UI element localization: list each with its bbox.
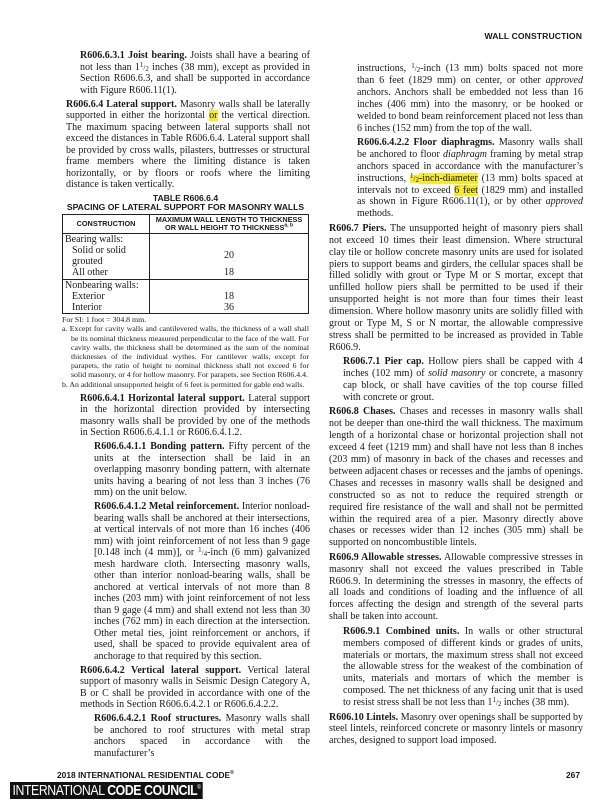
defined-term: approved [545,74,583,86]
lateral-support-table [62,214,309,314]
section-heading: R606.6.4.1.2 Metal reinforcement. [94,501,240,513]
row-name: Interior [63,302,150,314]
section-heading: R606.6.4.2 Vertical lateral support. [80,664,242,676]
fraction-numerator: 1 [492,696,496,705]
table-row [63,291,309,302]
registered-mark: ® [230,770,234,777]
section-heading: R606.6.4.1.1 Bonding pattern. [94,441,225,453]
section-heading: R606.7 Piers. [329,222,387,234]
body-text: Masonry over openings shall be supported by steel lintels, reinforced concrete or masonry lintels or masonry arches, designed to support load imposed. [329,711,583,747]
row-value: 18 [150,291,309,302]
fraction-numerator: 1 [198,546,202,555]
group-label: Bearing walls: [63,233,150,245]
code-section-paragraph [94,441,310,499]
section-heading: R606.8 Chases. [329,406,396,418]
table-row [63,245,309,267]
fraction-slash: / [495,699,498,708]
body-text: -inch (6 mm) galvanized mesh hardware cloth. Intersecting masonry walls, other than interior nonload-bearing walls, shall be anchored at vertical intervals of not more than 8 inches (203 mm) with joint reinforcement of not less than 9 gage (4 mm) and shall extend not less than 30 inches (762 mm) in each direction at the intersection. Other metal ties, joint reinforcement or anchors, if used, shall be spaced to provide equivalent area of anchorage to that required by this section. [94,547,310,662]
table-group-row [63,233,309,245]
page-number: 267 [566,770,580,780]
highlighted-text: -inch-diameter [418,172,478,184]
icc-logo [10,782,203,799]
left-column [62,50,311,762]
fraction-denominator: 4 [203,550,208,559]
fraction-slash: / [143,63,146,72]
body-text: Vertical lateral support of masonry walls in Seismic Design Category A, B or C shall be provided in accordance with one of the methods in Section R606.6.4.2.1 or R606.6.4.2.2. [80,664,310,711]
running-header: WALL CONSTRUCTION [484,31,582,41]
body-text: Allowable compressive stresses in masonry shall not exceed the values prescribed in Table R606.9. In determining the stresses in masonry, the effects of all loads and conditions of loading and the influence of all forces affecting the design and strength of the several parts shall be taken into account. [329,551,583,623]
body-text: In walls or other structural members composed of different kinds or grades of units, materials or mortars, the maximum stress shall not exceed the allowable stress for the weakest of the combination of units, materials and mortars of which the member is composed. The net thickness of any facing unit that is used to resist stress shall be not less than 1 [343,625,583,709]
body-text: (13 mm) bolts spaced at intervals not to exceed [357,172,584,196]
table-caption: SPACING OF LATERAL SUPPORT FOR MASONRY WALLS [66,202,305,213]
left-bottom-paragraphs [66,393,310,760]
row-value: 20 [150,245,309,267]
section-heading: R606.7.1 Pier cap. [343,356,424,368]
column-header-construction: CONSTRUCTION [63,214,150,233]
fraction-numerator: 1 [411,62,415,70]
fraction-slash: / [413,174,416,183]
section-heading: R606.10 Lintels. [329,711,399,723]
code-section-paragraph [94,501,310,662]
section-heading: R606.6.4.1 Horizontal lateral support. [80,392,245,404]
fraction [198,546,207,558]
section-heading: R606.6.4 Lateral support. [66,98,177,110]
body-text: Lateral support in the horizontal direction provided by intersecting masonry walls shall be provided by one of the methods in Section R606.6.4.1.1 or R606.6.4.1.2. [80,392,311,439]
defined-term: diaphragm [443,148,487,160]
body-text: inches (38 mm). [501,697,570,709]
fraction-numerator: 1 [139,60,144,69]
code-section-paragraph [94,713,310,759]
body-text: Masonry walls shall be anchored to roof structures with metal strap anchors spaced in accordance with the manufacturer’s [94,713,310,759]
body-text: -inch (13 mm) bolts spaced not more than 6 feet (1829 mm) on center, or other [357,63,583,86]
highlighted-text: or [209,110,218,121]
code-section-paragraph [329,223,583,354]
code-section-paragraph [329,552,583,623]
footnote-a: a. Except for cavity walls and cantilevered walls, the thickness of a wall shall be its nominal thickness measured perpendicular to the face of the wall. For cavity walls, the thickness shall be determined as the sum of the nominal thicknesses of the individual wythes. For cantilever walls, except for parapets, the ratio of height to nominal thickness shall not exceed 6 for solid masonry, or 4 for hollow masonry. For parapets, see Section R606.4.4. [62,324,309,380]
section-heading: R606.6.4.2.2 Floor diaphragms. [357,136,495,148]
fraction-denominator: 2 [415,175,419,184]
fraction-slash: / [201,549,204,558]
footnote-b: b. An additional unsupported height of 6 feet is permitted for gable end walls. [62,379,305,389]
fraction [410,171,419,184]
highlighted-text: 6 feet [454,184,478,196]
body-text: inches (38 mm), except as provided in Section R606.6.3, and shall be supported in accordance with Figure R606.11(1). [80,61,310,96]
book-title-text: 2018 INTERNATIONAL RESIDENTIAL CODE [57,770,231,780]
si-note: For SI: 1 foot = 304.8 mm. [62,315,147,325]
footnote-ref: a, b [284,222,293,229]
code-section-paragraph [343,626,583,709]
body-text: framing by metal strap anchors spaced in accordance with the manufacturer’s instructions, [357,148,583,184]
fraction-denominator: 2 [497,700,502,709]
table-group-row [63,279,309,291]
defined-term: approved [545,196,583,208]
row-value: 18 [150,267,309,279]
fraction [411,62,420,74]
body-text: Chases and recesses in masonry walls shall not be deeper than one-third the wall thickness. The maximum length of a horizontal chase or horizontal projection shall not exceed 4 feet (1219 mm) and shall have not less than 8 inches (203 mm) of masonry in back of the chases and recesses and between adjacent chases or recesses and the jambs of openings. Chases and recesses in masonry walls shall be designed and constructed so as not to reduce the required strength or required fire resistance of the wall and shall not be permitted within the required area of a pier. Masonry directly above chases or recesses wider than 12 inches (305 mm) shall be supported on noncombustible lintels. [329,406,583,549]
table-row [63,302,309,314]
section-heading: R606.6.4.2.1 Roof structures. [94,713,222,725]
body-text: Masonry walls shall be anchored to floor [357,136,583,160]
row-name: All other [63,267,150,279]
column-header-ratio [150,214,309,233]
code-section-paragraph [80,50,310,96]
column-header-ratio-text: MAXIMUM WALL LENGTH TO THICKNESS OR WALL HEIGHT TO THICKNESS [155,214,303,232]
code-section-paragraph [80,665,310,711]
fraction-denominator: 2 [416,66,421,74]
body-text: The unsupported height of masonry piers shall not exceed 10 times their least dimension. Where structural clay tile or hollow concrete masonry units are used for isolated piers to support beams and girders, the cellular spaces shall be filled solidly with grout or Type M or S mortar, except that unfilled hollow piers shall be permitted to be used if their unsupported height is not more than four times their least dimension. Where hollow masonry units are solidly filled with grout or Type M, S or N mortar, the allowable compressive stress shall be permitted to be increased as provided in Table R606.9. [329,222,583,353]
section-heading: R606.9.1 Combined units. [343,625,460,637]
body-text: Hollow piers shall be capped with 4 inches (102 mm) of [343,356,583,380]
body-text: the vertical direction. The maximum spacing between lateral supports shall not exceed the distances in Table R606.6.4. Lateral support shall be provided by cross walls, pilasters, buttresses or structural frame members where the limiting distance is taken horizontally, or by floors or roofs where the limiting distance is taken vertically. [66,110,310,190]
right-column [329,63,583,750]
code-section-paragraph [357,63,583,134]
body-text: Joists shall have a bearing of not less than 1 [80,50,310,73]
logo-text-bold: CODE COUNCIL [107,782,198,799]
body-text: Fifty percent of the units at the intersection shall be laid in an overlapping masonry bonding pattern, with alternate units having a bearing of not less than 3 inches (76 mm) on the unit below. [94,441,311,499]
table-row [63,267,309,279]
table-number: TABLE R606.6.4 [152,192,219,203]
body-text: Masonry walls shall be laterally supported in either the horizontal [66,98,310,121]
logo-mark: ® [197,785,201,791]
body-text: Interior nonload-bearing walls shall be anchored at their intersections, at vertical intervals of not more than 16 inches (406 mm) with joint reinforcement of not less than 9 gage [0.148 inch (4 mm)], or [94,501,310,559]
fraction [140,61,149,73]
fraction-denominator: 2 [145,64,149,73]
code-section-paragraph [357,137,583,220]
section-heading: R606.6.3.1 Joist bearing. [80,50,187,61]
row-value: 36 [150,302,309,314]
body-text: instructions, [357,63,412,74]
body-text: or concrete, a masonry cap block, or shall have cavities of the top course filled with concrete or grout. [343,368,583,403]
body-text: (1829 mm) and installed as shown in Figure R606.11(1), or by other [357,184,583,208]
row-name: Exterior [63,291,150,302]
code-section-paragraph [329,406,583,549]
fraction-slash: / [414,65,417,73]
code-section-paragraph [66,99,310,191]
body-text: methods. [357,208,394,220]
code-section-paragraph [329,712,583,748]
table-title [62,194,309,213]
code-section-paragraph [80,393,310,439]
body-text: anchors. Anchors shall be embedded not less than 16 inches (406 mm) into the masonry, or be hooked or welded to bond beam reinforcement placed not less than 6 inches (152 mm) from the top of the wall. [357,86,583,134]
defined-term: solid masonry [428,368,486,380]
fraction-numerator: 1 [410,171,414,180]
section-heading: R606.9 Allowable stresses. [329,551,442,563]
code-section-paragraph [343,356,583,404]
logo-text-light: INTERNATIONAL [12,782,105,799]
table-footnotes [62,315,309,389]
left-top-paragraphs [66,50,310,191]
group-label: Nonbearing walls: [63,279,150,291]
footer-book-title [57,770,234,780]
row-name: Solid or solid grouted [63,245,150,267]
